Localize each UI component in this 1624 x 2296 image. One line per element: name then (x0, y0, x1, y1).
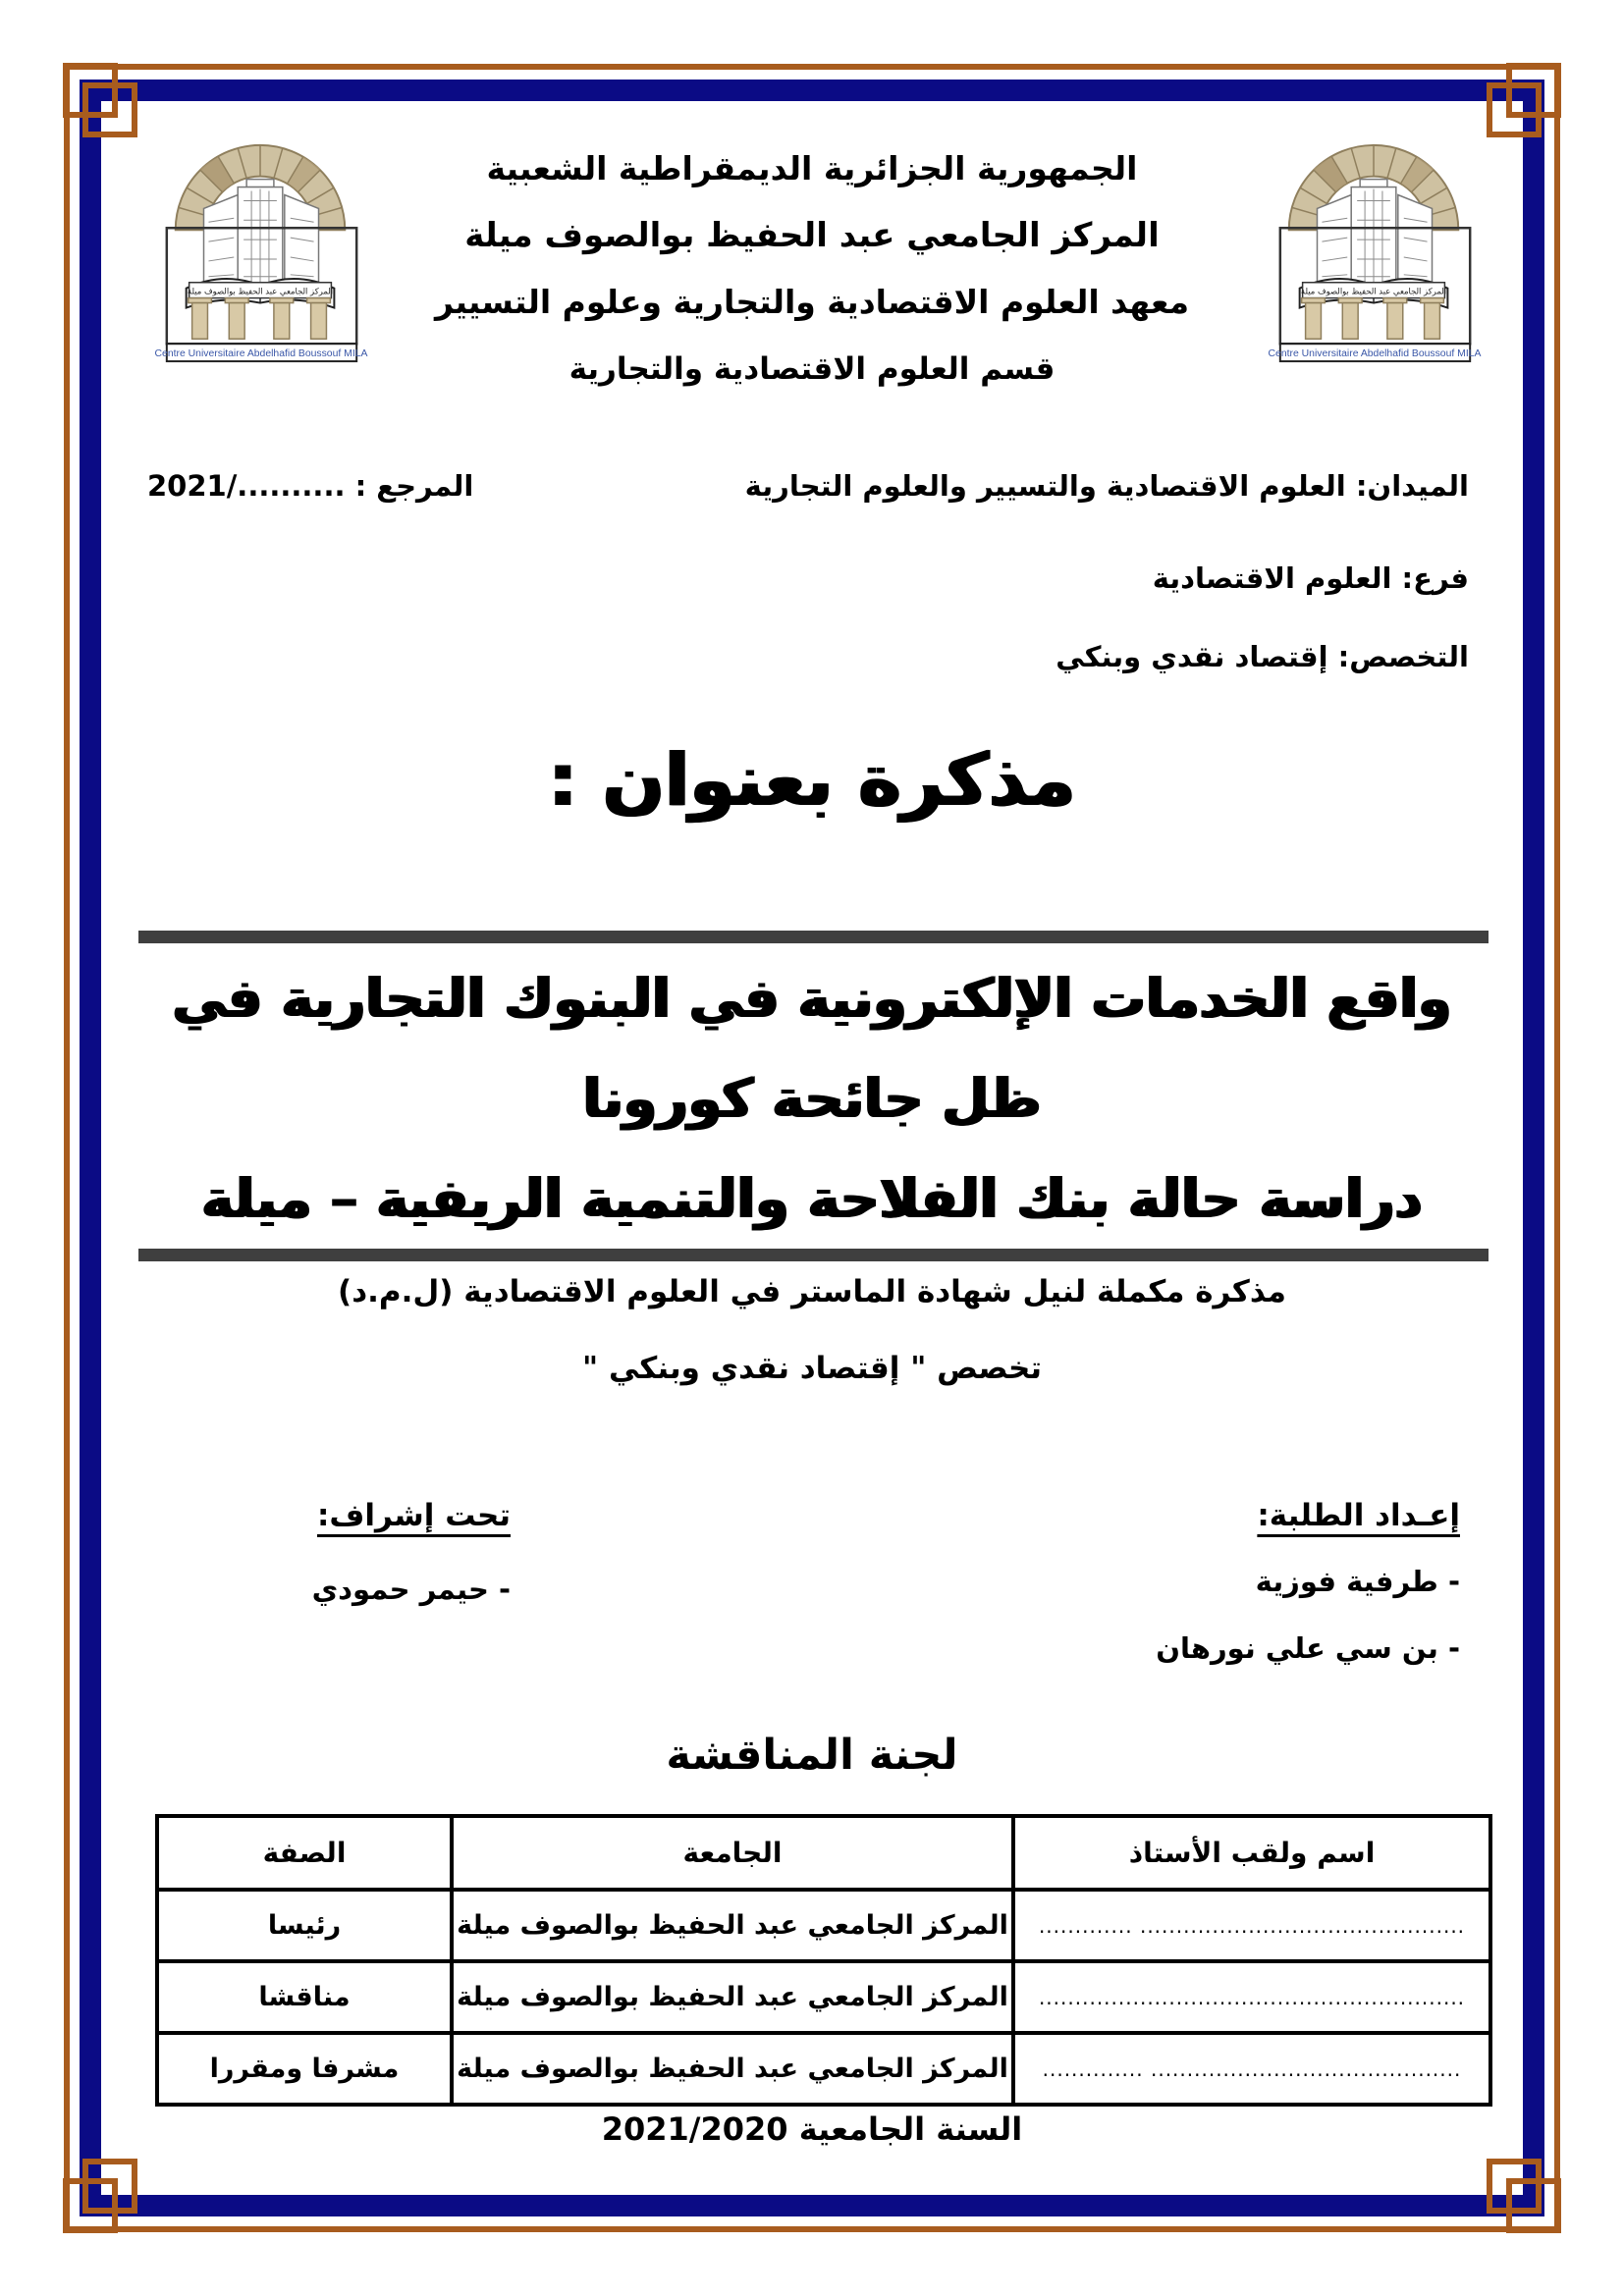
header-institute-line: معهد العلوم الاقتصادية والتجارية وعلوم التسيير (434, 283, 1190, 321)
student-name-2: - بن سي علي نورهان (1156, 1631, 1460, 1665)
reference-line: المرجع : ........../2021 (147, 469, 474, 503)
inner-navy-frame (80, 80, 1544, 2216)
degree-line: مذكرة مكملة لنيل شهادة الماستر في العلوم الاقتصادية (ل.م.د) (338, 1274, 1286, 1309)
university-cell: المركز الجامعي عبد الحفيظ بوالصوف ميلة (452, 1961, 1013, 2033)
role-cell: رئيسا (157, 1890, 452, 1961)
role-cell: مناقشا (157, 1961, 452, 2033)
supervisor-heading: تحت إشراف: (316, 1498, 511, 1533)
specialty-line: التخصص: إقتصاد نقدي وبنكي (1056, 640, 1469, 673)
supervisor-name: - حيمر حمودي (311, 1573, 511, 1606)
academic-year: السنة الجامعية 2021/2020 (601, 2110, 1023, 2148)
university-cell: المركز الجامعي عبد الحفيظ بوالصوف ميلة (452, 1890, 1013, 1961)
corner-ornament-top-right-inner (1487, 82, 1542, 137)
field-line: الميدان: العلوم الاقتصادية والتسيير والعلوم التجارية (744, 469, 1469, 503)
column-header-university: الجامعة (452, 1816, 1013, 1890)
memo-heading: مذكرة بعنوان : (548, 738, 1076, 823)
column-header-role: الصفة (157, 1816, 452, 1890)
committee-heading: لجنة المناقشة (666, 1731, 958, 1780)
university-cell: المركز الجامعي عبد الحفيظ بوالصوف ميلة (452, 2033, 1013, 2105)
role-cell: مشرفا ومقررا (157, 2033, 452, 2105)
specialty-quote: تخصص " إقتصاد نقدي وبنكي " (582, 1351, 1042, 1386)
corner-ornament-bottom-left-inner (82, 2159, 137, 2214)
students-heading: إعـداد الطلبة: (1257, 1498, 1460, 1533)
corner-ornament-top-left-inner (82, 82, 137, 137)
professor-name-placeholder: ........................................................... (1013, 1961, 1490, 2033)
corner-ornament-bottom-right-inner (1487, 2159, 1542, 2214)
student-name-1: - طرفية فوزية (1255, 1565, 1460, 1598)
professor-name-placeholder: ........................................... .............. (1013, 2033, 1490, 2105)
header-university-line: المركز الجامعي عبد الحفيظ بوالصوف ميلة (464, 216, 1160, 255)
thesis-title-line-2: ظل جائحة كورونا (582, 1067, 1042, 1130)
header-republic-line: الجمهورية الجزائرية الديمقراطية الشعبية (486, 149, 1138, 187)
professor-name-placeholder: ............................................. ............. (1013, 1890, 1490, 1961)
thesis-title-line-1: واقع الخدمات الإلكترونية في البنوك التجارية في (172, 967, 1452, 1030)
header-department-line: قسم العلوم الاقتصادية والتجارية (568, 351, 1056, 387)
branch-line: فرع: العلوم الاقتصادية (1152, 561, 1469, 595)
thesis-title-line-3: دراسة حالة بنك الفلاحة والتنمية الريفية – ميلة (201, 1167, 1423, 1230)
column-header-professor-name: اسم ولقب الأستاذ (1013, 1816, 1490, 1890)
